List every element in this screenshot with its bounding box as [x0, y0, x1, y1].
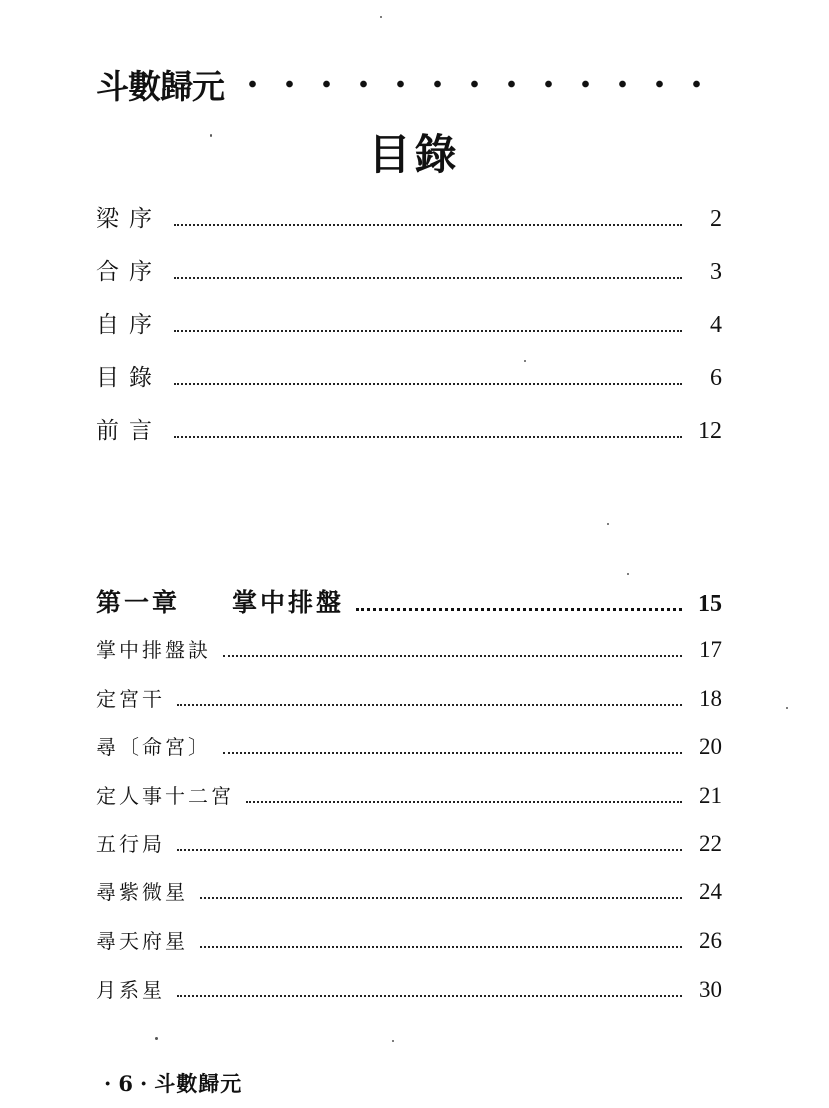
- toc-entry[interactable]: [96, 683, 722, 712]
- dot-leader: [223, 746, 682, 754]
- scan-speck: [210, 134, 212, 137]
- scan-speck: [786, 707, 788, 709]
- toc-entry-page: 26: [699, 928, 722, 953]
- dot-leader: [223, 649, 682, 657]
- toc-entry[interactable]: [96, 253, 722, 286]
- dot-leader: [200, 891, 682, 899]
- toc-chapter-entry[interactable]: [96, 583, 722, 619]
- toc-entry[interactable]: [96, 925, 722, 954]
- scan-speck: [524, 360, 526, 362]
- toc-entry-page: 6: [710, 365, 722, 391]
- scan-speck: [155, 1037, 158, 1040]
- toc-entry-label: 月系星: [96, 978, 165, 1002]
- scan-speck: [607, 523, 609, 525]
- footer-bullet: ·: [139, 1070, 149, 1096]
- chapter-title: 掌中排盤: [232, 588, 345, 617]
- toc-entry-page: 18: [699, 686, 722, 711]
- dot-leader: [356, 602, 682, 611]
- toc-entry-label: 梁序: [96, 206, 162, 232]
- toc-entry-label: 自序: [96, 312, 162, 338]
- toc-entry[interactable]: [96, 200, 722, 233]
- dot-leader: [174, 430, 682, 438]
- dot-leader: [174, 271, 682, 279]
- dot-leader: [177, 843, 682, 851]
- toc-entry[interactable]: [96, 731, 722, 760]
- toc-entry[interactable]: [96, 412, 722, 445]
- scan-speck: [627, 573, 629, 575]
- footer-book-title: 斗數歸元: [154, 1071, 243, 1096]
- toc-entry-label: 目錄: [96, 365, 162, 391]
- toc-entry[interactable]: [96, 634, 722, 663]
- toc-entry-page: 17: [699, 637, 722, 662]
- footer-page-number: 6: [118, 1070, 134, 1096]
- toc-entry-page: 21: [699, 783, 722, 808]
- toc-entry-page: 3: [710, 259, 722, 285]
- dot-leader: [246, 795, 682, 803]
- toc-entry-label: 尋天府星: [96, 929, 188, 953]
- toc-entry-page: 24: [699, 879, 722, 904]
- toc-entry-label: 五行局: [96, 832, 165, 856]
- toc-entry[interactable]: [96, 780, 722, 809]
- toc-entry-page: 22: [699, 831, 722, 856]
- dot-leader: [177, 989, 682, 997]
- toc-entry-page: 30: [699, 977, 722, 1002]
- toc-entry-page: 12: [698, 418, 722, 444]
- toc-entry-label: 前言: [96, 418, 162, 444]
- toc-entry-label: 合序: [96, 259, 162, 285]
- dot-leader: [174, 218, 682, 226]
- scan-speck: [392, 1040, 394, 1042]
- dot-leader: [200, 940, 682, 948]
- toc-entry-page: 4: [710, 312, 722, 338]
- toc-entry[interactable]: [96, 359, 722, 392]
- header-dot-rule: [234, 78, 706, 90]
- footer-bullet: ·: [104, 1070, 113, 1096]
- toc-entry-label: 尋紫微星: [96, 880, 188, 904]
- toc-entry-page: 20: [699, 734, 722, 759]
- dot-leader: [177, 698, 682, 706]
- running-header: [96, 62, 706, 106]
- header-book-title: 斗數歸元: [96, 66, 224, 106]
- toc-entry[interactable]: [96, 828, 722, 857]
- toc-entry-label: 掌中排盤訣: [96, 638, 211, 662]
- toc-entry[interactable]: [96, 974, 722, 1003]
- toc-chapter-page: 15: [698, 591, 722, 617]
- toc-entry[interactable]: [96, 306, 722, 339]
- toc-entry-label: 定人事十二宮: [96, 784, 234, 808]
- toc-entry-label: 尋〔命宮〕: [96, 735, 211, 759]
- chapter-number: 第一章: [96, 588, 181, 617]
- page-footer: [98, 1068, 242, 1098]
- dot-leader: [174, 377, 682, 385]
- scan-speck: [380, 16, 382, 18]
- toc-entry-page: 2: [710, 206, 722, 232]
- dot-leader: [174, 324, 682, 332]
- toc-entry[interactable]: [96, 876, 722, 905]
- toc-entry-label: 定宮干: [96, 687, 165, 711]
- toc-chapter-label: [96, 583, 344, 619]
- page-title: 目錄: [368, 130, 461, 179]
